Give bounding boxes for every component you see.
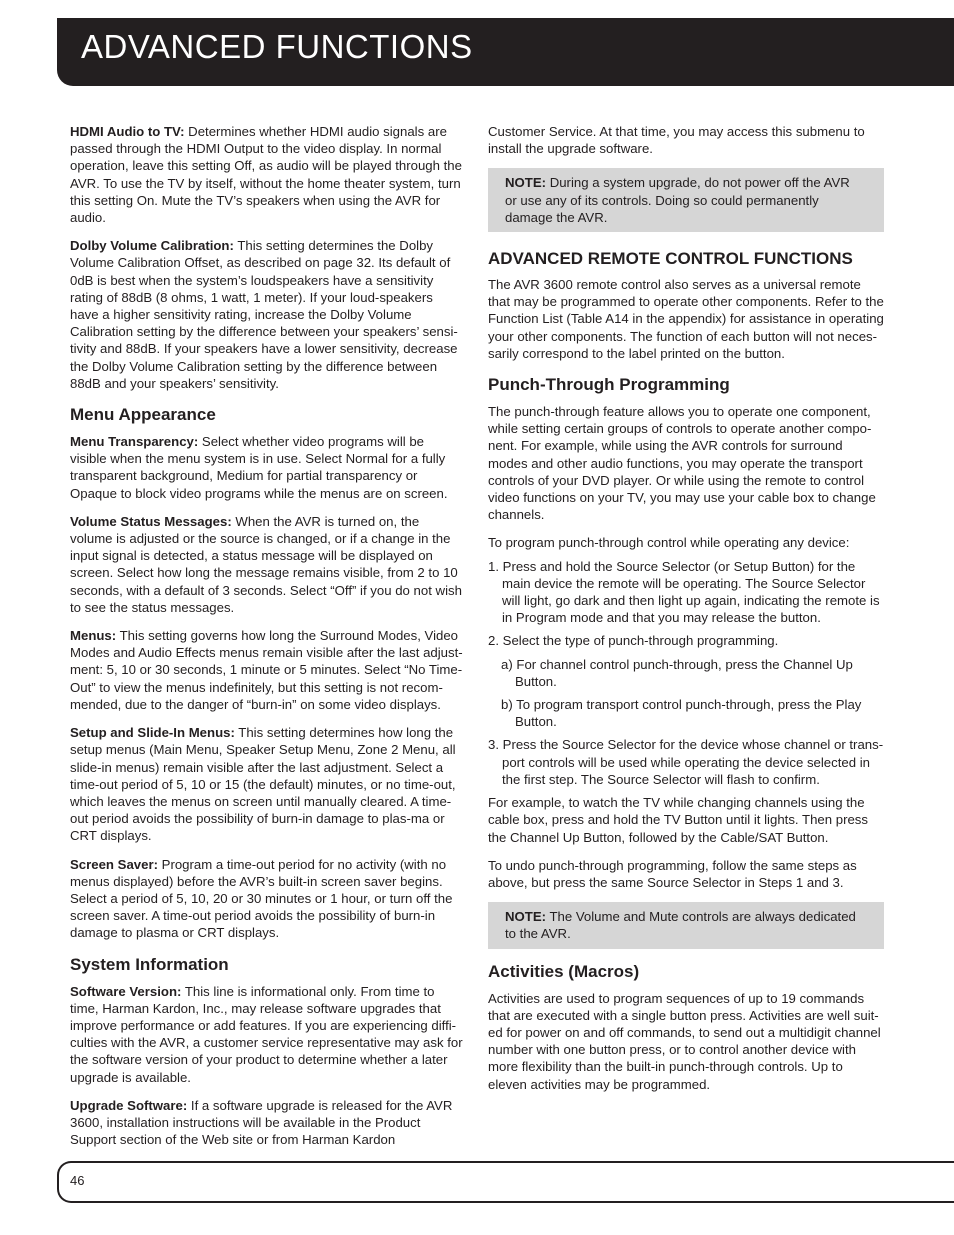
note-box-upgrade — [488, 168, 884, 232]
menu-transparency-paragraph — [70, 433, 463, 502]
punch-through-paragraph: The punch-through feature allows you to operate one component, while setting certain groups of controls to operate another compo-nent. For example, while using the AVR controls for surround modes and other audio functions, you may operate the transport controls of your DVD player. Or while using the remote to control video functions on your TV, you may use your cable box to change channels. — [488, 404, 876, 523]
setup-menus-lead: Setup and Slide-In Menus: — [70, 725, 235, 741]
right-column — [488, 123, 884, 1104]
setup-menus-paragraph — [70, 724, 463, 844]
note-label: NOTE: — [505, 175, 547, 191]
menus-text: This setting governs how long the Surround Modes, Video Modes and Audio Effects menus remain visible after the last adjust-ment: 5, 10 or 30 seconds, 1 minute or 5 minutes. Select “No Time-Out” to view the menus indefinitely, but this setting is not recom-mended, due to the danger of “burn-in” on some video displays. — [70, 628, 463, 712]
screen-saver-text: Program a time-out period for no activity (with no menus displayed) before the AVR’s built-in screen saver begins. Select a period of 5, 10, 20 or 30 minutes or 1 hour, or turn off the screen saver. A time-out period avoids the possibility of burn-in damage to plasma or CRT displays. — [70, 856, 453, 941]
system-information-heading: System Information — [70, 954, 229, 974]
volume-status-text: When the AVR is turned on, the volume is adjusted or the source is changed, or if a change in the input signal is detected, a status message will be displayed on screen. Select how long the message remains visible, from 2 to 10 seconds, with a default of 3 seconds. Select “Off” if you do not wish to see the status messages. — [70, 513, 462, 615]
upgrade-software-lead: Upgrade Software: — [70, 1097, 188, 1113]
software-version-lead: Software Version: — [70, 983, 182, 999]
punch-through-heading: Punch-Through Programming — [488, 375, 730, 395]
footer-bar — [57, 1161, 954, 1203]
example-paragraph: For example, to watch the TV while changing channels using the cable box, press and hold the TV Button until it lights. Then press the Channel Up Button, followed by the Cable/SAT Button. — [488, 795, 868, 845]
note-label: NOTE: — [505, 909, 547, 925]
volume-status-paragraph — [70, 513, 463, 616]
software-version-text: This line is informational only. From time to time, Harman Kardon, Inc., may release software upgrades that improve performance or add features. If you are experiencing diffi-culties with the AVR, a customer service representative may ask for the software version of your product to determine whether a later upgrade is available. — [70, 983, 463, 1085]
dolby-volume-paragraph — [70, 237, 463, 392]
screen-saver-paragraph — [70, 856, 463, 942]
software-version-paragraph — [70, 983, 463, 1086]
volume-status-lead: Volume Status Messages: — [70, 513, 232, 529]
dolby-volume-text: This setting determines the Dolby Volume Calibration Offset, as described on page 32. Its default of 0dB is best when the system’s loudspeakers have a sensitivity rating of 88dB (8 ohms, 1 watt, 1 meter). If your loud-speakers have a higher sensitivity rating, increase the Dolby Volume Calibration setting by the difference between your speakers’ sensi-tivity and 88dB. If your speakers have a lower sensitivity, decrease the Dolby Volume Calibration setting by the difference between 88dB and your speakers’ sensitivity. — [70, 238, 458, 391]
left-column — [70, 123, 463, 1159]
hdmi-audio-text: Determines whether HDMI audio signals are passed through the HDMI Output to the video display. In normal operation, leave this setting Off, as audio will be played through the AVR. To use the TV by itself, without the home theater system, turn this setting On. Mute the TV’s speakers when using the AVR for audio. — [70, 124, 462, 226]
step-1: 1. Press and hold the Source Selector (or Setup Button) for the main device the remote will be operating. The Source Selector will light, go dark and then light up again, indicating the remote is in Program mode and that you may release the button. — [488, 558, 880, 626]
step-2: 2. Select the type of punch-through programming. — [488, 633, 779, 649]
note-box-volume — [488, 902, 884, 948]
step-2a: a) For channel control punch-through, press the Channel Up Button. — [501, 656, 853, 689]
note-text: The Volume and Mute controls are always dedicated to the AVR. — [505, 909, 856, 942]
step-2b: b) To program transport control punch-through, press the Play Button. — [501, 697, 862, 730]
menu-transparency-lead: Menu Transparency: — [70, 434, 199, 450]
step-3: 3. Press the Source Selector for the device whose channel or trans-port controls will be used while operating the device selected in the first step. The Source Selector will flash to confirm. — [488, 737, 884, 787]
screen-saver-lead: Screen Saver: — [70, 856, 158, 872]
advanced-remote-paragraph: The AVR 3600 remote control also serves as a universal remote that may be programmed to operate other components. Refer to the Function List (Table A14 in the appendix) for assistance in operating your other components. The function of each button will not neces-sarily correspond to the label printed on the button. — [488, 277, 884, 361]
punch-through-intro: To program punch-through control while operating any device: — [488, 535, 850, 551]
undo-paragraph: To undo punch-through programming, follow the same steps as above, but press the same Source Selector in Steps 1 and 3. — [488, 857, 857, 890]
menus-lead: Menus: — [70, 628, 117, 644]
note-text: During a system upgrade, do not power off the AVR or use any of its controls. Doing so could permanently damage the AVR. — [505, 175, 850, 225]
upgrade-software-paragraph — [70, 1097, 463, 1149]
hdmi-audio-paragraph — [70, 123, 463, 226]
advanced-remote-heading: ADVANCED REMOTE CONTROL FUNCTIONS — [488, 249, 853, 269]
upgrade-software-text: If a software upgrade is released for the AVR 3600, installation instructions will be available in the Product Support section of the Web site or from Harman Kardon — [70, 1097, 453, 1148]
activities-paragraph: Activities are used to program sequences of up to 19 commands that are executed with a single button press. Activities are well suit-ed for power on and off commands, to send out a multidigit channel number with one button press, or to control another device with more flexibility than the built-in punch-through controls. Up to eleven activities may be programmed. — [488, 990, 881, 1092]
setup-menus-text: This setting determines how long the setup menus (Main Menu, Speaker Setup Menu, Zone 2 Menu, all slide-in menus) remain visible after the last adjustment. Select a time-out period of 5, 10 or 15 (the default) minutes, or no time-out, which leaves the menus on screen until manually cleared. A time-out period avoids the possibility of burn-in damage to plas-ma or CRT displays. — [70, 725, 456, 844]
page-number: 46 — [70, 1173, 85, 1188]
page-title: ADVANCED FUNCTIONS — [81, 28, 473, 65]
menus-paragraph — [70, 627, 463, 713]
menu-appearance-heading: Menu Appearance — [70, 405, 216, 425]
menu-transparency-text: Select whether video programs will be visible when the menu system is in use. Select Normal for a fully transparent background, Medium for partial transparency or Opaque to block video programs while the menus are on screen. — [70, 434, 448, 501]
activities-heading: Activities (Macros) — [488, 961, 640, 981]
hdmi-audio-lead: HDMI Audio to TV: — [70, 124, 185, 139]
customer-service-continuation: Customer Service. At that time, you may access this submenu to install the upgrade software. — [488, 124, 865, 157]
dolby-volume-lead: Dolby Volume Calibration: — [70, 238, 234, 254]
